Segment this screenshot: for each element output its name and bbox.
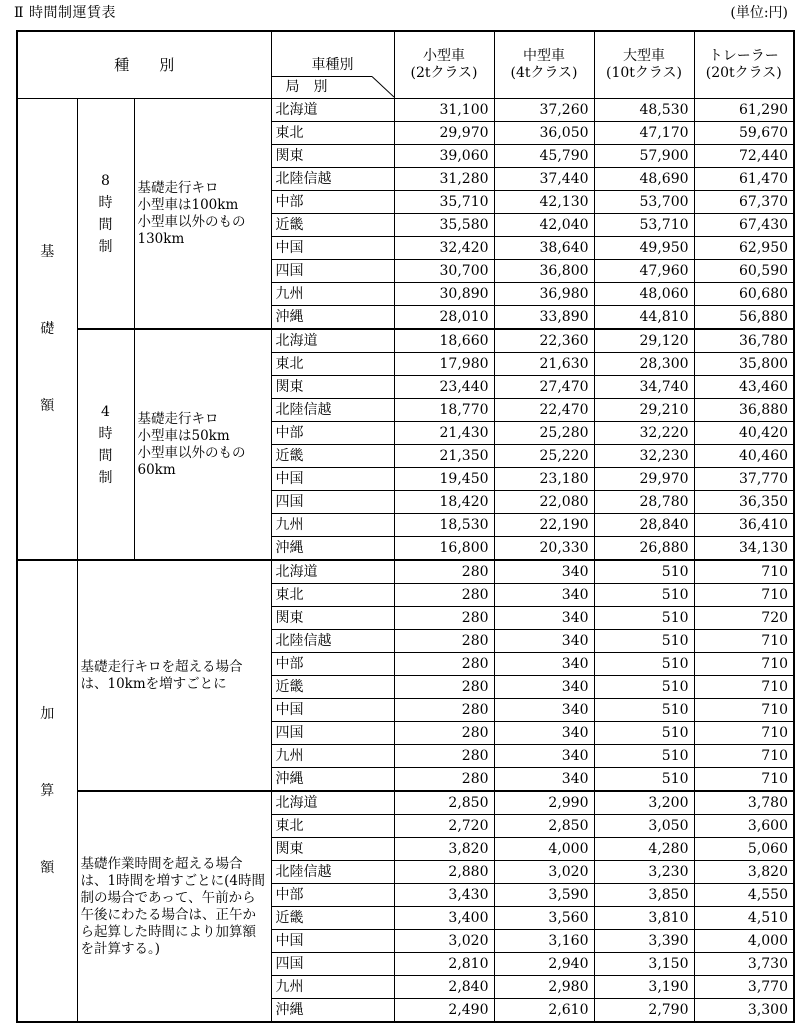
- vehicle-header: 車種別: [311, 57, 354, 73]
- trailer-header: [694, 31, 794, 99]
- vehicle-bureau-header: [271, 31, 394, 99]
- region-cell: 北海道: [271, 329, 394, 353]
- region-cell: 中国: [271, 699, 394, 722]
- fare-cell: 45,790: [494, 145, 594, 168]
- fare-cell: 61,290: [694, 99, 794, 122]
- fare-cell: 340: [494, 560, 594, 584]
- region-cell: 九州: [271, 514, 394, 537]
- vertical-char: 額: [40, 398, 55, 414]
- fare-cell: 36,880: [694, 399, 794, 422]
- fare-cell: 2,980: [494, 976, 594, 999]
- fare-cell: 3,300: [694, 999, 794, 1023]
- fare-cell: 56,880: [694, 306, 794, 330]
- region-cell: 九州: [271, 976, 394, 999]
- region-cell: 北海道: [271, 791, 394, 815]
- fare-cell: 22,080: [494, 491, 594, 514]
- region-cell: 沖縄: [271, 306, 394, 330]
- region-cell: 四国: [271, 491, 394, 514]
- region-cell: 中国: [271, 468, 394, 491]
- fare-cell: 29,970: [394, 122, 494, 145]
- fare-cell: 340: [494, 676, 594, 699]
- fare-cell: 27,470: [494, 376, 594, 399]
- fare-cell: 35,710: [394, 191, 494, 214]
- fare-cell: 510: [594, 607, 694, 630]
- fare-cell: 59,670: [694, 122, 794, 145]
- fare-cell: 3,190: [594, 976, 694, 999]
- fare-cell: 280: [394, 768, 494, 792]
- fare-cell: 32,420: [394, 237, 494, 260]
- fare-cell: 3,150: [594, 953, 694, 976]
- fare-cell: 510: [594, 584, 694, 607]
- fare-cell: 720: [694, 607, 794, 630]
- fare-cell: 710: [694, 560, 794, 584]
- region-cell: 沖縄: [271, 999, 394, 1023]
- fare-cell: 67,370: [694, 191, 794, 214]
- region-cell: 中国: [271, 930, 394, 953]
- fare-cell: 34,740: [594, 376, 694, 399]
- fare-cell: 42,130: [494, 191, 594, 214]
- fare-cell: 21,630: [494, 353, 594, 376]
- fare-cell: 37,770: [694, 468, 794, 491]
- large-header: [594, 31, 694, 99]
- fare-cell: 44,810: [594, 306, 694, 330]
- region-cell: 東北: [271, 353, 394, 376]
- fare-cell: 16,800: [394, 537, 494, 561]
- fare-cell: 340: [494, 607, 594, 630]
- fare-cell: 18,530: [394, 514, 494, 537]
- fare-cell: 3,050: [594, 815, 694, 838]
- fare-cell: 280: [394, 653, 494, 676]
- fare-cell: 2,880: [394, 861, 494, 884]
- fare-cell: 2,490: [394, 999, 494, 1023]
- fare-cell: 43,460: [694, 376, 794, 399]
- fare-cell: 280: [394, 676, 494, 699]
- region-cell: 近畿: [271, 445, 394, 468]
- fare-cell: 37,260: [494, 99, 594, 122]
- region-cell: 関東: [271, 145, 394, 168]
- fare-cell: 30,890: [394, 283, 494, 306]
- fare-cell: 3,820: [394, 838, 494, 861]
- fare-cell: 25,220: [494, 445, 594, 468]
- small-header: [394, 31, 494, 99]
- page-title: Ⅱ 時間制運賃表: [14, 5, 116, 21]
- fare-cell: 3,230: [594, 861, 694, 884]
- fare-cell: 340: [494, 745, 594, 768]
- fare-cell: 3,780: [694, 791, 794, 815]
- fare-cell: 22,360: [494, 329, 594, 353]
- table-row: [17, 329, 794, 353]
- fare-cell: 4,000: [494, 838, 594, 861]
- fare-cell: 35,580: [394, 214, 494, 237]
- fare-cell: 28,780: [594, 491, 694, 514]
- fare-cell: 2,610: [494, 999, 594, 1023]
- fare-cell: 18,770: [394, 399, 494, 422]
- fare-cell: 48,530: [594, 99, 694, 122]
- fare-cell: 49,950: [594, 237, 694, 260]
- region-cell: 九州: [271, 283, 394, 306]
- fare-cell: 28,300: [594, 353, 694, 376]
- group-h4-desc: 基礎走行キロ 小型車は50km 小型車以外のもの 60km: [134, 329, 271, 560]
- fare-cell: 280: [394, 630, 494, 653]
- large-header-l1: 大型車: [623, 48, 666, 64]
- fare-cell: 4,280: [594, 838, 694, 861]
- vertical-char: 額: [40, 860, 55, 876]
- fare-cell: 3,770: [694, 976, 794, 999]
- fare-cell: 510: [594, 722, 694, 745]
- fare-cell: 2,940: [494, 953, 594, 976]
- fare-cell: 20,330: [494, 537, 594, 561]
- fare-cell: 48,060: [594, 283, 694, 306]
- fare-cell: 22,190: [494, 514, 594, 537]
- region-cell: 東北: [271, 815, 394, 838]
- vertical-char: 制: [98, 238, 113, 255]
- small-header-l1: 小型車: [423, 48, 466, 64]
- fare-cell: 36,780: [694, 329, 794, 353]
- fare-cell: 710: [694, 768, 794, 792]
- unit-label: (単位:円): [730, 5, 788, 21]
- fare-cell: 710: [694, 745, 794, 768]
- kind-header: 種 別: [17, 31, 271, 99]
- bureau-label: 局 別: [285, 79, 328, 95]
- vertical-char: 算: [40, 783, 55, 799]
- region-cell: 東北: [271, 122, 394, 145]
- vertical-char: 間: [98, 447, 113, 464]
- fare-cell: 28,840: [594, 514, 694, 537]
- fare-cell: 280: [394, 584, 494, 607]
- fare-cell: 710: [694, 584, 794, 607]
- vertical-spacer: [21, 802, 74, 857]
- region-cell: 四国: [271, 722, 394, 745]
- fare-cell: 31,280: [394, 168, 494, 191]
- fare-cell: 2,990: [494, 791, 594, 815]
- region-cell: 中部: [271, 884, 394, 907]
- fare-cell: 62,950: [694, 237, 794, 260]
- fare-cell: 30,700: [394, 260, 494, 283]
- fare-cell: 28,010: [394, 306, 494, 330]
- vertical-spacer: [21, 263, 74, 318]
- vertical-char: 間: [98, 216, 113, 233]
- fare-cell: 32,230: [594, 445, 694, 468]
- fare-cell: 710: [694, 630, 794, 653]
- fare-cell: 280: [394, 699, 494, 722]
- fare-cell: 5,060: [694, 838, 794, 861]
- fare-cell: 32,220: [594, 422, 694, 445]
- region-cell: 四国: [271, 953, 394, 976]
- region-cell: 中部: [271, 191, 394, 214]
- fare-cell: 280: [394, 607, 494, 630]
- fare-cell: 17,980: [394, 353, 494, 376]
- fare-cell: 31,100: [394, 99, 494, 122]
- fare-cell: 21,430: [394, 422, 494, 445]
- fare-cell: 2,850: [494, 815, 594, 838]
- fare-cell: 4,000: [694, 930, 794, 953]
- bureau-header: [272, 76, 394, 98]
- fare-cell: 67,430: [694, 214, 794, 237]
- vertical-char: 4: [101, 403, 110, 420]
- medium-header-l1: 中型車: [523, 48, 566, 64]
- fare-cell: 26,880: [594, 537, 694, 561]
- section-base-label: [17, 99, 77, 561]
- header-row: [17, 31, 794, 99]
- fare-cell: 40,460: [694, 445, 794, 468]
- region-cell: 東北: [271, 584, 394, 607]
- region-cell: 北陸信越: [271, 630, 394, 653]
- fare-cell: 4,550: [694, 884, 794, 907]
- fare-cell: 42,040: [494, 214, 594, 237]
- fare-cell: 25,280: [494, 422, 594, 445]
- fare-cell: 36,800: [494, 260, 594, 283]
- fare-cell: 2,840: [394, 976, 494, 999]
- fare-cell: 710: [694, 653, 794, 676]
- vertical-spacer: [21, 725, 74, 780]
- fare-cell: 47,960: [594, 260, 694, 283]
- region-cell: 中部: [271, 422, 394, 445]
- fare-cell: 37,440: [494, 168, 594, 191]
- vertical-spacer: [21, 340, 74, 395]
- fare-cell: 29,970: [594, 468, 694, 491]
- region-cell: 中部: [271, 653, 394, 676]
- region-cell: 北陸信越: [271, 399, 394, 422]
- fare-cell: 710: [694, 699, 794, 722]
- fare-cell: 36,050: [494, 122, 594, 145]
- table-row: [17, 560, 794, 584]
- fare-cell: 3,590: [494, 884, 594, 907]
- fare-cell: 510: [594, 699, 694, 722]
- fare-cell: 3,200: [594, 791, 694, 815]
- fare-cell: 3,560: [494, 907, 594, 930]
- fare-cell: 510: [594, 745, 694, 768]
- fare-cell: 18,660: [394, 329, 494, 353]
- fare-cell: 19,450: [394, 468, 494, 491]
- small-header-l2: (2tクラス): [410, 65, 478, 81]
- fare-cell: 340: [494, 630, 594, 653]
- vertical-char: 加: [40, 706, 55, 722]
- fare-cell: 29,120: [594, 329, 694, 353]
- region-cell: 北陸信越: [271, 168, 394, 191]
- vertical-char: 基: [40, 244, 55, 260]
- fare-cell: 3,600: [694, 815, 794, 838]
- vertical-char: 8: [101, 172, 110, 189]
- fare-cell: 38,640: [494, 237, 594, 260]
- region-cell: 北海道: [271, 99, 394, 122]
- group-h8-desc: 基礎走行キロ 小型車は100km 小型車以外のもの 130km: [134, 99, 271, 330]
- fare-cell: 280: [394, 560, 494, 584]
- section-add-label: [17, 560, 77, 1022]
- fare-cell: 4,510: [694, 907, 794, 930]
- group-km-desc: 基礎走行キロを超える場合は、10kmを増すごとに: [77, 560, 271, 791]
- region-cell: 近畿: [271, 907, 394, 930]
- region-cell: 関東: [271, 607, 394, 630]
- region-cell: 北海道: [271, 560, 394, 584]
- fare-cell: 3,430: [394, 884, 494, 907]
- region-cell: 関東: [271, 376, 394, 399]
- fare-cell: 340: [494, 768, 594, 792]
- fare-cell: 39,060: [394, 145, 494, 168]
- trailer-header-l2: (20tクラス): [705, 65, 782, 81]
- large-header-l2: (10tクラス): [606, 65, 682, 81]
- group-hour-desc: 基礎作業時間を超える場合は、1時間を増すごとに(4時間制の場合であって、午前から午後にわたる場合は、正午から起算した時間により加算額を計算する。): [77, 791, 271, 1022]
- fare-cell: 34,130: [694, 537, 794, 561]
- vertical-char: 礎: [40, 321, 55, 337]
- table-row: [17, 99, 794, 122]
- trailer-header-l1: トレーラー: [708, 48, 779, 64]
- region-cell: 北陸信越: [271, 861, 394, 884]
- medium-header-l2: (4tクラス): [510, 65, 578, 81]
- fare-cell: 3,400: [394, 907, 494, 930]
- fare-cell: 22,470: [494, 399, 594, 422]
- fare-cell: 510: [594, 676, 694, 699]
- region-cell: 近畿: [271, 214, 394, 237]
- vertical-char: 時: [98, 194, 113, 211]
- fare-cell: 57,900: [594, 145, 694, 168]
- fare-cell: 2,720: [394, 815, 494, 838]
- fare-cell: 40,420: [694, 422, 794, 445]
- fare-cell: 18,420: [394, 491, 494, 514]
- fare-cell: 23,180: [494, 468, 594, 491]
- fare-cell: 3,390: [594, 930, 694, 953]
- region-cell: 近畿: [271, 676, 394, 699]
- vertical-char: 時: [98, 425, 113, 442]
- fare-cell: 3,820: [694, 861, 794, 884]
- fare-cell: 61,470: [694, 168, 794, 191]
- fare-cell: 72,440: [694, 145, 794, 168]
- table-row: [17, 791, 794, 815]
- fare-cell: 2,790: [594, 999, 694, 1023]
- group-h4-label: [77, 329, 134, 560]
- fare-cell: 2,850: [394, 791, 494, 815]
- fare-cell: 710: [694, 676, 794, 699]
- fare-cell: 33,890: [494, 306, 594, 330]
- fare-cell: 36,980: [494, 283, 594, 306]
- fare-cell: 3,850: [594, 884, 694, 907]
- fare-cell: 340: [494, 699, 594, 722]
- fare-cell: 340: [494, 722, 594, 745]
- fare-cell: 710: [694, 722, 794, 745]
- fare-cell: 36,350: [694, 491, 794, 514]
- region-cell: 沖縄: [271, 768, 394, 792]
- fare-cell: 29,210: [594, 399, 694, 422]
- fare-cell: 21,350: [394, 445, 494, 468]
- fare-cell: 3,730: [694, 953, 794, 976]
- fare-cell: 53,700: [594, 191, 694, 214]
- fare-cell: 510: [594, 653, 694, 676]
- fare-cell: 3,020: [494, 861, 594, 884]
- fare-cell: 53,710: [594, 214, 694, 237]
- fare-cell: 280: [394, 745, 494, 768]
- fare-cell: 510: [594, 768, 694, 792]
- fare-cell: 47,170: [594, 122, 694, 145]
- fare-cell: 36,410: [694, 514, 794, 537]
- fare-cell: 23,440: [394, 376, 494, 399]
- region-cell: 沖縄: [271, 537, 394, 561]
- region-cell: 四国: [271, 260, 394, 283]
- fare-cell: 48,690: [594, 168, 694, 191]
- region-cell: 九州: [271, 745, 394, 768]
- vertical-char: 制: [98, 469, 113, 486]
- fare-cell: 3,810: [594, 907, 694, 930]
- fare-cell: 510: [594, 630, 694, 653]
- group-h8-label: [77, 99, 134, 330]
- fare-cell: 60,590: [694, 260, 794, 283]
- region-cell: 中国: [271, 237, 394, 260]
- fare-cell: 60,680: [694, 283, 794, 306]
- region-cell: 関東: [271, 838, 394, 861]
- fare-cell: 280: [394, 722, 494, 745]
- fare-cell: 35,800: [694, 353, 794, 376]
- fare-cell: 2,810: [394, 953, 494, 976]
- medium-header: [494, 31, 594, 99]
- fare-cell: 3,020: [394, 930, 494, 953]
- fare-cell: 510: [594, 560, 694, 584]
- fare-cell: 340: [494, 653, 594, 676]
- fare-table: [16, 30, 795, 1023]
- fare-cell: 3,160: [494, 930, 594, 953]
- fare-cell: 340: [494, 584, 594, 607]
